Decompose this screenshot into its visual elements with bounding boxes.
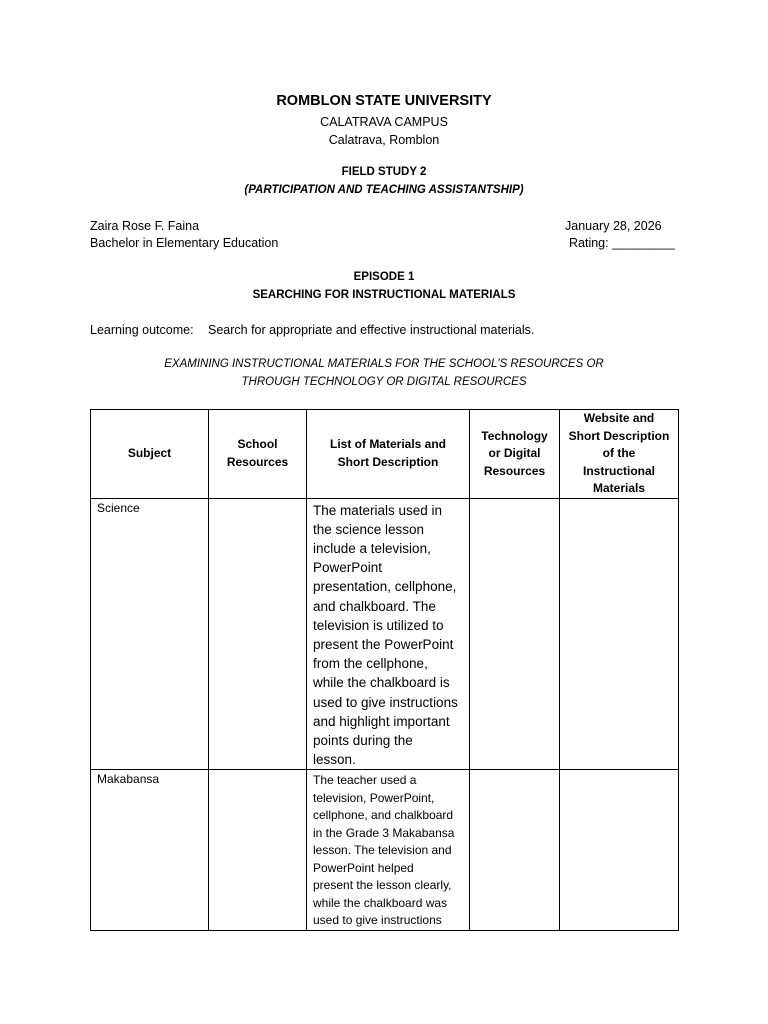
materials-line: television is utilized to: [313, 617, 444, 633]
materials-line: from the cellphone,: [313, 656, 428, 672]
student-program: Bachelor in Elementary Education: [90, 236, 279, 250]
header-tech-resources: [470, 410, 560, 499]
section-title-line-2: THROUGH TECHNOLOGY OR DIGITAL RESOURCES: [241, 376, 527, 388]
campus-location: Calatrava, Romblon: [328, 133, 440, 147]
materials-line: and highlight important: [313, 713, 450, 729]
materials-line: while the chalkboard was: [313, 895, 448, 910]
materials-line: used to give instructions: [313, 913, 442, 928]
materials-line: and chalkboard. The: [313, 598, 436, 614]
university-name: ROMBLON STATE UNIVERSITY: [276, 93, 492, 109]
header-text-line: Short Description: [568, 428, 670, 443]
header-text-line: or Digital: [488, 446, 541, 460]
header-text-line: Short Description: [337, 454, 439, 469]
subject-cell: Makabansa: [91, 770, 209, 931]
rating-line: Rating: _________: [569, 236, 675, 250]
materials-line: cellphone, and chalkboard: [313, 808, 454, 823]
header-text-line: List of Materials and: [329, 437, 447, 452]
materials-line: The teacher used a: [313, 773, 417, 788]
campus-name: CALATRAVA CAMPUS: [320, 115, 448, 129]
materials-line: presentation, cellphone,: [313, 579, 457, 595]
episode-number: EPISODE 1: [353, 271, 415, 283]
header-subject-text: Subject: [127, 446, 172, 460]
school-resources-cell: [209, 770, 307, 931]
table-row: [91, 770, 679, 931]
materials-line: television, PowerPoint,: [313, 790, 435, 805]
table-row: [91, 498, 679, 770]
website-cell: [560, 770, 679, 931]
materials-line: lesson. The television and: [313, 843, 452, 858]
materials-line: while the chalkboard is: [313, 675, 450, 691]
section-title-line-1: EXAMINING INSTRUCTIONAL MATERIALS FOR THE SCHOOL'S RESOURCES OR: [164, 358, 604, 370]
header-text-line: Technology: [481, 428, 548, 443]
materials-line: present the PowerPoint: [313, 636, 454, 652]
materials-line: PowerPoint: [313, 560, 383, 576]
header-materials: [307, 410, 470, 499]
tech-resources-cell: [470, 770, 560, 931]
learning-outcome-text: Search for appropriate and effective instructional materials.: [208, 323, 535, 337]
materials-line: the science lesson: [313, 521, 425, 537]
header-text-line: Resources: [226, 454, 289, 469]
materials-line: include a television,: [313, 540, 431, 556]
header-text-line: Materials: [592, 481, 646, 495]
header-text-line: School: [237, 437, 278, 452]
course-title: FIELD STUDY 2: [341, 166, 427, 178]
materials-line: points during the: [313, 732, 413, 748]
materials-cell: [307, 498, 470, 770]
header-text-line: Resources: [483, 463, 546, 478]
learning-outcome-label: Learning outcome:: [90, 323, 194, 337]
materials-line: present the lesson clearly,: [313, 878, 452, 893]
materials-line: PowerPoint helped: [313, 860, 414, 875]
header-website: [560, 410, 679, 499]
header-text-line: Instructional: [582, 463, 655, 478]
header-subject: [91, 410, 209, 499]
materials-line: The materials used in: [313, 502, 443, 518]
episode-title: SEARCHING FOR INSTRUCTIONAL MATERIALS: [252, 289, 516, 301]
materials-line: used to give instructions: [313, 694, 458, 710]
materials-line: lesson.: [313, 752, 356, 768]
tech-resources-cell: [470, 498, 560, 770]
materials-table: [90, 409, 679, 931]
school-resources-cell: [209, 498, 307, 770]
table-header-row: [91, 410, 679, 499]
student-name: Zaira Rose F. Faina: [90, 219, 200, 233]
materials-line: in the Grade 3 Makabansa: [313, 825, 455, 840]
header-school-resources: [209, 410, 307, 499]
website-cell: [560, 498, 679, 770]
subject-cell: Science: [91, 498, 209, 770]
header-text-line: Website and: [583, 411, 655, 425]
course-subtitle: (PARTICIPATION AND TEACHING ASSISTANTSHIP): [244, 184, 524, 196]
materials-cell: [307, 770, 470, 931]
document-date: January 28, 2026: [565, 219, 662, 233]
header-text-line: of the: [602, 446, 636, 460]
